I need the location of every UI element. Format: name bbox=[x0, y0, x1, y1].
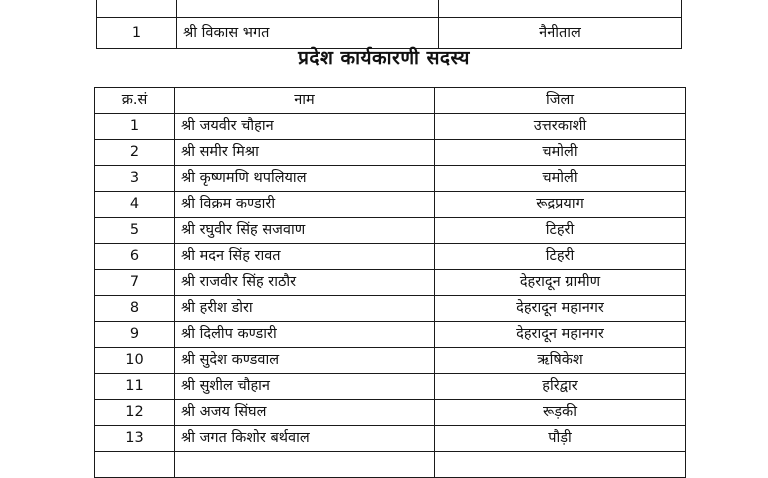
table-row bbox=[95, 374, 686, 400]
serial-number-cell: 6 bbox=[95, 244, 175, 270]
district-cell: ऋषिकेश bbox=[435, 348, 686, 374]
district-cell: हरिद्वार bbox=[435, 374, 686, 400]
previous-section-body bbox=[97, 0, 682, 49]
name-cell: श्री राजवीर सिंह राठौर bbox=[175, 270, 435, 296]
name-cell: श्री हरीश डोरा bbox=[175, 296, 435, 322]
serial-number-cell: 9 bbox=[95, 322, 175, 348]
serial-number-cell: 13 bbox=[95, 426, 175, 452]
name-cell: श्री अजय सिंघल bbox=[175, 400, 435, 426]
table-row bbox=[95, 296, 686, 322]
serial-number-cell: 2 bbox=[95, 140, 175, 166]
header-serial-number: क्र.सं bbox=[95, 88, 175, 114]
district-cell: पौड़ी bbox=[435, 426, 686, 452]
serial-number-cell: 12 bbox=[95, 400, 175, 426]
table-row bbox=[95, 426, 686, 452]
table-row bbox=[95, 114, 686, 140]
district-cell: नैनीताल bbox=[439, 18, 682, 49]
name-cell: श्री मदन सिंह रावत bbox=[175, 244, 435, 270]
name-cell: श्री कृष्णमणि थपलियाल bbox=[175, 166, 435, 192]
table-header-row bbox=[95, 88, 686, 114]
serial-number-cell: 10 bbox=[95, 348, 175, 374]
serial-number-cell: 4 bbox=[95, 192, 175, 218]
table-row bbox=[95, 218, 686, 244]
table-row bbox=[95, 244, 686, 270]
district-cell bbox=[439, 0, 682, 18]
serial-number-cell bbox=[95, 452, 175, 478]
serial-number-cell: 1 bbox=[95, 114, 175, 140]
name-cell: श्री विक्रम कण्डारी bbox=[175, 192, 435, 218]
name-cell bbox=[175, 452, 435, 478]
table-row bbox=[95, 400, 686, 426]
serial-number-cell: 3 bbox=[95, 166, 175, 192]
district-cell: चमोली bbox=[435, 166, 686, 192]
name-cell: श्री जगत किशोर बर्थवाल bbox=[175, 426, 435, 452]
district-cell: टिहरी bbox=[435, 218, 686, 244]
table-row bbox=[97, 0, 682, 18]
name-cell: श्री दिलीप कण्डारी bbox=[175, 322, 435, 348]
district-cell: देहरादून ग्रामीण bbox=[435, 270, 686, 296]
name-cell: श्री सुशील चौहान bbox=[175, 374, 435, 400]
name-cell: श्री जयवीर चौहान bbox=[175, 114, 435, 140]
name-cell bbox=[177, 0, 439, 18]
district-cell: देहरादून महानगर bbox=[435, 322, 686, 348]
serial-number-cell: 11 bbox=[95, 374, 175, 400]
name-cell: श्री रघुवीर सिंह सजवाण bbox=[175, 218, 435, 244]
table-row bbox=[95, 322, 686, 348]
members-table bbox=[94, 87, 686, 478]
district-cell: रूड़की bbox=[435, 400, 686, 426]
serial-number-cell: 8 bbox=[95, 296, 175, 322]
name-cell: श्री सुदेश कण्डवाल bbox=[175, 348, 435, 374]
serial-number-cell bbox=[97, 0, 177, 18]
table-row bbox=[95, 348, 686, 374]
previous-section-table bbox=[96, 0, 682, 49]
serial-number-cell: 5 bbox=[95, 218, 175, 244]
table-row bbox=[95, 140, 686, 166]
table-row bbox=[95, 192, 686, 218]
serial-number-cell: 1 bbox=[97, 18, 177, 49]
table-row bbox=[95, 452, 686, 478]
district-cell: रूद्रप्रयाग bbox=[435, 192, 686, 218]
table-row bbox=[95, 166, 686, 192]
name-cell: श्री समीर मिश्रा bbox=[175, 140, 435, 166]
district-cell: टिहरी bbox=[435, 244, 686, 270]
header-district: जिला bbox=[435, 88, 686, 114]
serial-number-cell: 7 bbox=[95, 270, 175, 296]
table-row bbox=[95, 270, 686, 296]
header-name: नाम bbox=[175, 88, 435, 114]
district-cell: चमोली bbox=[435, 140, 686, 166]
name-cell: श्री विकास भगत bbox=[177, 18, 439, 49]
district-cell bbox=[435, 452, 686, 478]
district-cell: देहरादून महानगर bbox=[435, 296, 686, 322]
district-cell: उत्तरकाशी bbox=[435, 114, 686, 140]
section-title: प्रदेश कार्यकारणी सदस्य bbox=[298, 47, 470, 69]
members-table-body bbox=[95, 114, 686, 478]
